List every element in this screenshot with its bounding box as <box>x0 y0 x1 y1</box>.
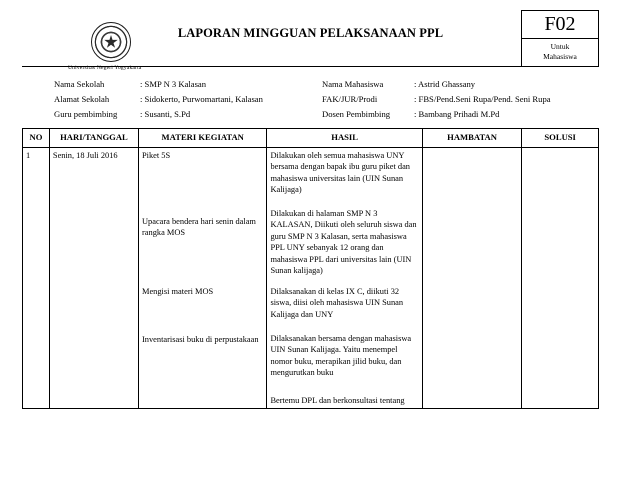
column-header-materi-kegiatan: MATERI KEGIATAN <box>139 129 267 148</box>
hasil-item-1: Dilakukan oleh semua mahasiswa UNY bersama dengan bapak ibu guru piket dan mahasiswa universitas lain (UIN Sunan Kalijaga) <box>270 150 410 194</box>
form-subtitle-line1: Untuk <box>550 42 570 51</box>
cell-hari-tanggal: Senin, 18 Juli 2016 <box>49 147 138 409</box>
column-header-solusi: SOLUSI <box>522 129 599 148</box>
hasil-item-3: Dilaksanakan di kelas IX C, diikuti 32 siswa, diisi oleh mahasiswa UIN Sunan Kalijaga dan UNY <box>270 286 404 319</box>
meta-field-nama-sekolah <box>54 77 322 92</box>
table-row <box>23 147 599 409</box>
column-header-no: NO <box>23 129 50 148</box>
meta-label: Nama Mahasiswa <box>322 79 384 89</box>
cell-materi-kegiatan <box>139 147 267 409</box>
meta-value: : Astrid Ghassany <box>414 79 476 89</box>
meta-block <box>22 77 599 122</box>
materi-item-3: Mengisi materi MOS <box>142 286 214 296</box>
cell-hambatan <box>422 147 521 409</box>
meta-label: Dosen Pembimbing <box>322 109 391 119</box>
meta-value: : SMP N 3 Kalasan <box>140 79 207 89</box>
meta-label: Guru pembimbing <box>54 109 118 119</box>
meta-label: Nama Sekolah <box>54 79 105 89</box>
page-title: LAPORAN MINGGUAN PELAKSANAAN PPL <box>177 26 444 40</box>
cell-hasil <box>267 147 422 409</box>
form-subtitle <box>522 39 598 66</box>
materi-item-2: Upacara bendera hari senin dalam rangka MOS <box>142 216 256 237</box>
cell-no: 1 <box>23 147 50 409</box>
meta-field-fak-jur-prodi <box>322 92 599 107</box>
hasil-item-2: Dilakukan di halaman SMP N 3 KALASAN, Diikuti oleh seluruh siswa dan guru SMP N 3 Kalasan, serta mahasiswa PPL UNY sebanyak 12 orang dan mahasiswa PPL dari universitas lain (UIN Sunan kalijaga) <box>270 208 417 275</box>
column-header-hari-tanggal: HARI/TANGGAL <box>49 129 138 148</box>
materi-item-1: Piket 5S <box>142 150 171 160</box>
meta-row <box>54 92 599 107</box>
document-header <box>22 0 599 71</box>
weekly-report-table <box>22 128 599 409</box>
meta-field-alamat-sekolah <box>54 92 322 107</box>
form-code-box <box>521 10 599 67</box>
materi-item-4: Inventarisasi buku di perpustakaan <box>142 334 259 344</box>
meta-label: Alamat Sekolah <box>54 94 110 104</box>
meta-row <box>54 107 599 122</box>
hasil-item-4: Dilaksanakan bersama dengan mahasiswa UIN Sunan Kalijaga. Yaitu menempel nomor buku, merapikan jilid buku, dan mengurutkan buku <box>270 333 412 377</box>
column-header-hasil: HASIL <box>267 129 422 148</box>
meta-value: : Bambang Prihadi M.Pd <box>414 109 500 119</box>
university-name: Universitas Negeri Yogyakarta <box>68 65 142 71</box>
cell-solusi <box>522 147 599 409</box>
meta-label: FAK/JUR/Prodi <box>322 94 378 104</box>
meta-value: : FBS/Pend.Seni Rupa/Pend. Seni Rupa <box>414 94 551 104</box>
form-subtitle-line2: Mahasiswa <box>543 52 577 61</box>
form-code: F02 <box>522 11 598 39</box>
meta-value: : Sidokerto, Purwomartani, Kalasan <box>140 94 263 104</box>
column-header-hambatan: HAMBATAN <box>422 129 521 148</box>
hasil-item-5: Bertemu DPL dan berkonsultasi tentang <box>270 395 405 405</box>
meta-field-dosen-pembimbing <box>322 107 599 122</box>
table-header-row <box>23 129 599 148</box>
meta-field-guru-pembimbing <box>54 107 322 122</box>
meta-value: : Susanti, S.Pd <box>140 109 191 119</box>
meta-field-nama-mahasiswa <box>322 77 599 92</box>
meta-row <box>54 77 599 92</box>
